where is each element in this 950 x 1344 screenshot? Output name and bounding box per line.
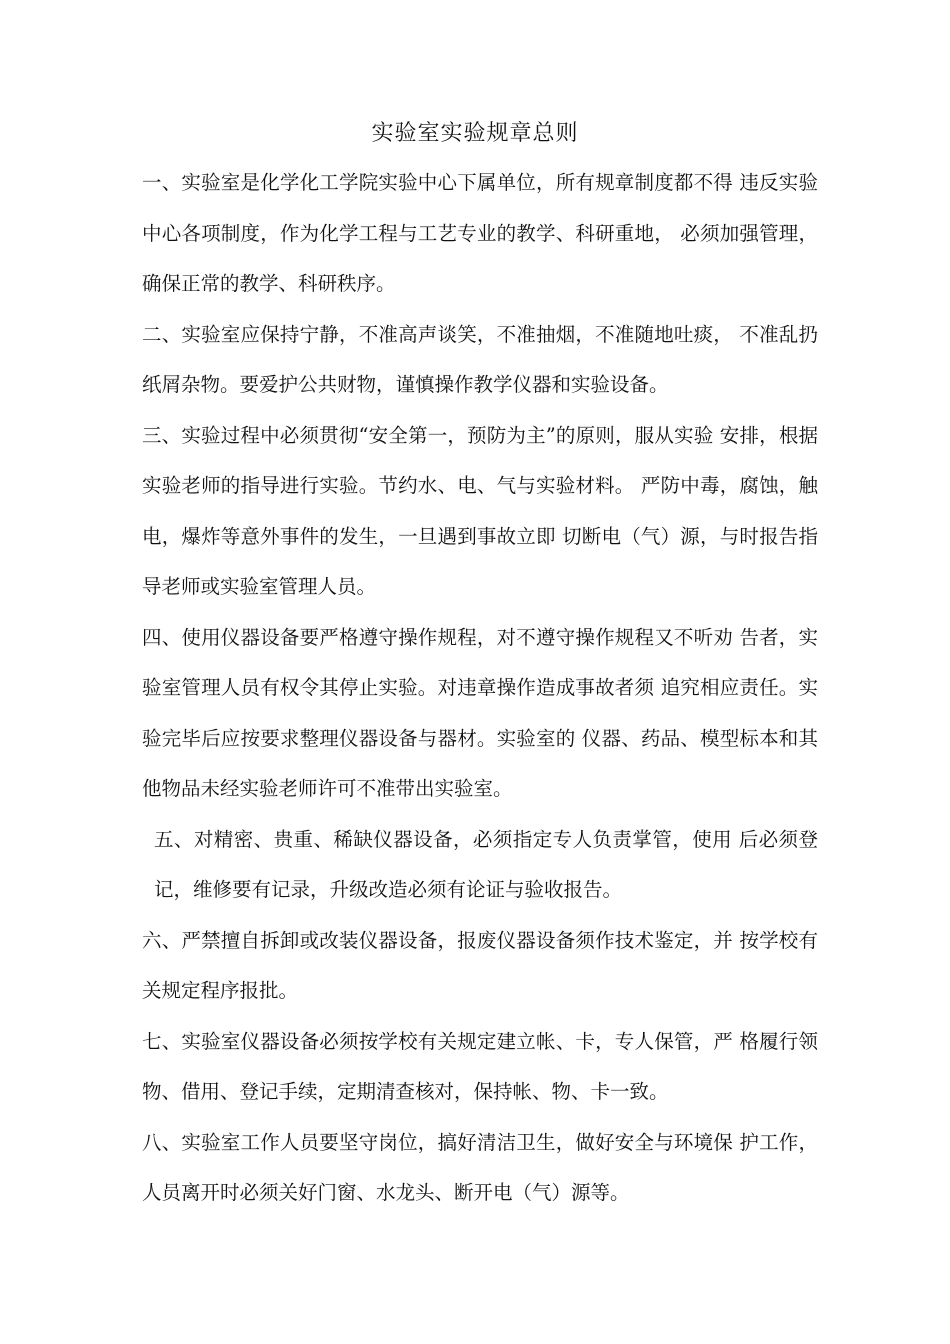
rule-paragraph-3: 三、实验过程中必须贯彻“安全第一，预防为主”的原则，服从实验 安排，根据实验老师的指导进行实验。节约水、电、气与实验材料。 严防中毒，腐蚀，触电，爆炸等意外事件的发生，一旦遇到事故立即 切断电（气）源，与时报告指导老师或实验室管理人员。 — [142, 423, 818, 598]
rule-paragraph-2: 二、实验室应保持宁静，不准高声谈笑，不准抽烟，不准随地吐痰， 不准乱扔纸屑杂物。要爱护公共财物，谨慎操作教学仪器和实验设备。 — [142, 322, 818, 396]
rule-paragraph-1: 一、实验室是化学化工学院实验中心下属单位，所有规章制度都不得 违反实验中心各项制度，作为化学工程与工艺专业的教学、科研重地， 必须加强管理，确保正常的教学、科研秩序。 — [142, 171, 818, 295]
rule-paragraph-6: 六、严禁擅自拆卸或改装仪器设备，报废仪器设备须作技术鉴定，并 按学校有关规定程序报批。 — [142, 928, 818, 1002]
rule-paragraph-5: 五、对精密、贵重、稀缺仪器设备，必须指定专人负责掌管，使用 后必须登记，维修要有记录，升级改造必须有论证与验收报告。 — [154, 827, 818, 901]
document-title: 实验室实验规章总则 — [371, 121, 579, 146]
rule-paragraph-7: 七、实验室仪器设备必须按学校有关规定建立帐、卡，专人保管，严 格履行领物、借用、登记手续，定期清查核对，保持帐、物、卡一致。 — [142, 1029, 818, 1103]
rule-paragraph-4: 四、使用仪器设备要严格遵守操作规程，对不遵守操作规程又不听劝 告者，实验室管理人员有权令其停止实验。对违章操作造成事故者须 追究相应责任。实验完毕后应按要求整理仪器设备与器材。实验室的 仪器、药品、模型标本和其他物品未经实验老师许可不准带出实验室。 — [142, 625, 818, 800]
document-body — [142, 158, 818, 1219]
rule-paragraph-8: 八、实验室工作人员要坚守岗位，搞好清洁卫生，做好安全与环境保 护工作，人员离开时必须关好门窗、水龙头、断开电（气）源等。 — [142, 1130, 818, 1204]
